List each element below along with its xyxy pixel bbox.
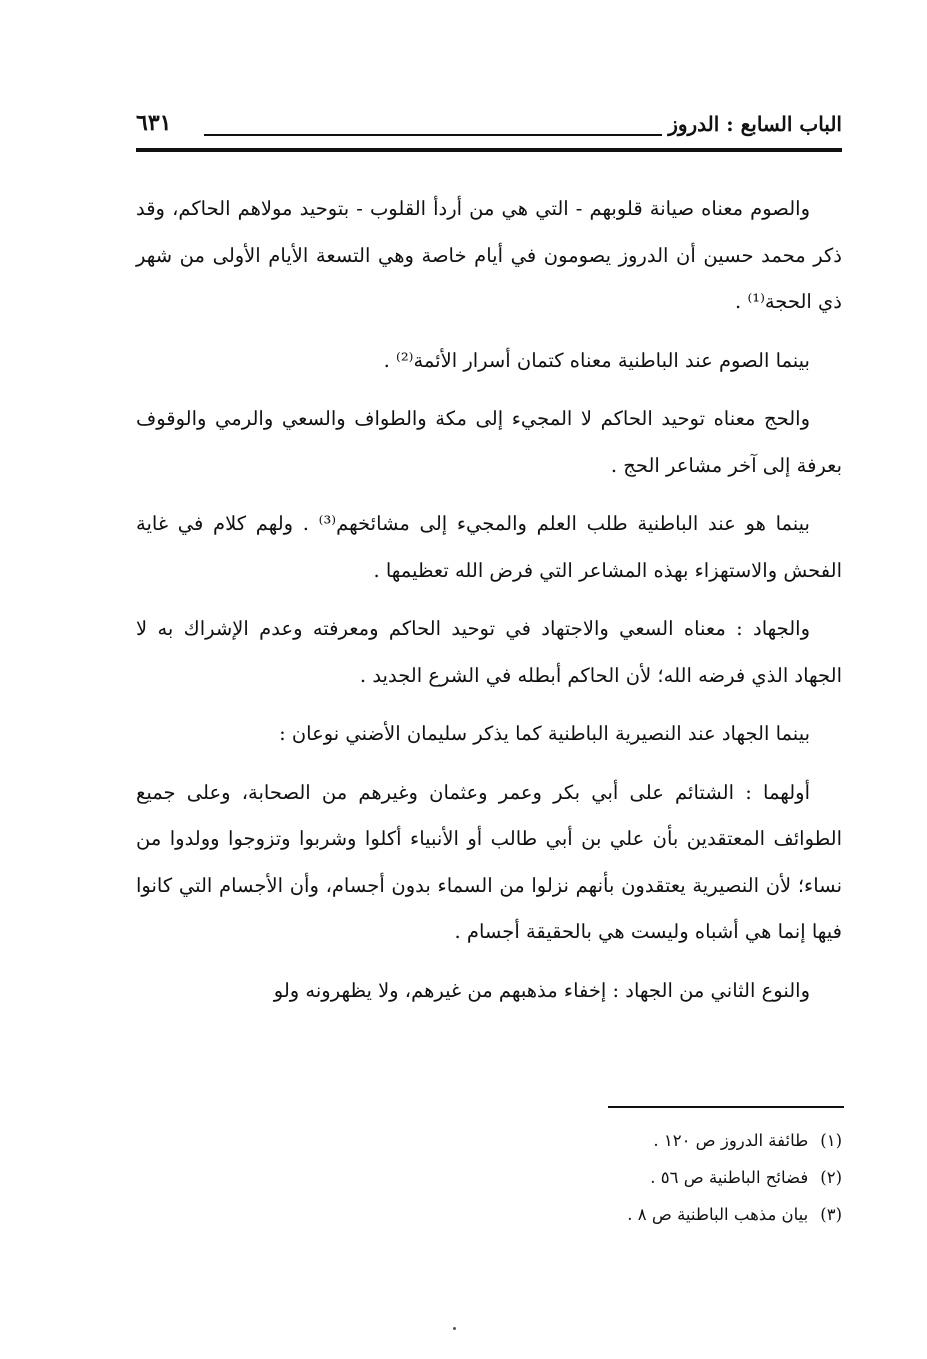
paragraph: والصوم معناه صيانة قلوبهم - التي هي من أردأ القلوب - بتوحيد مولاهم الحاكم، وقد ذكر محمد حسين أن الدروز يصومون في أيام خاصة وهي التسعة الأيام الأولى من شهر ذي الحجة⁽¹⁾ . (136, 197, 842, 313)
footnote-number: (١) (820, 1131, 842, 1150)
scan-speck (453, 1327, 456, 1330)
paragraph: والحج معناه توحيد الحاكم لا المجيء إلى مكة والطواف والسعي والرمي والوقوف بعرفة إلى آخر مشاعر الحج . (136, 407, 842, 477)
header-leader-line (204, 134, 662, 136)
paragraph: بينما هو عند الباطنية طلب العلم والمجيء إلى مشائخهم⁽³⁾ . ولهم كلام في غاية الفحش والاستهزاء بهذه المشاعر التي فرض الله تعظيمها . (136, 512, 842, 582)
footnote-text: بيان مذهب الباطنية ص ٨ . (627, 1205, 809, 1224)
page-number: ٦٣١ (136, 110, 172, 136)
footnote-number: (٣) (820, 1205, 842, 1224)
paragraph: والجهاد : معناه السعي والاجتهاد في توحيد الحاكم ومعرفته وعدم الإشراك به لا الجهاد الذي فرضه الله؛ لأن الحاكم أبطله في الشرع الجديد . (136, 617, 842, 687)
header-rule (136, 148, 842, 152)
footnote (136, 1196, 842, 1233)
paragraph: بينما الجهاد عند النصيرية الباطنية كما يذكر سليمان الأضني نوعان : (279, 722, 810, 745)
footnote-text: فضائح الباطنية ص ٥٦ . (650, 1168, 809, 1187)
footnotes (136, 1122, 842, 1233)
main-text (136, 186, 842, 1026)
footnote (136, 1122, 842, 1159)
footnote-number: (٢) (820, 1168, 842, 1187)
chapter-title: الباب السابع : الدروز (668, 112, 842, 136)
footnote-text: طائفة الدروز ص ١٢٠ . (653, 1131, 809, 1150)
footnote-separator (608, 1106, 844, 1108)
paragraph: أولهما : الشتائم على أبي بكر وعمر وعثمان وغيرهم من الصحابة، وعلى جميع الطوائف المعتقدين بأن علي بن أبي طالب أو الأنبياء أكلوا وشربوا وتزوجوا وولدوا من نساء؛ لأن النصيرية يعتقدون بأنهم نزلوا من السماء بدون أجسام، وأن الأجسام التي كانوا فيها إنما هي أشباه وليست هي بالحقيقة أجسام . (136, 780, 842, 943)
running-header (136, 112, 842, 148)
paragraph: بينما الصوم عند الباطنية معناه كتمان أسرار الأئمة⁽²⁾ . (383, 348, 810, 372)
footnote (136, 1159, 842, 1196)
paragraph: والنوع الثاني من الجهاد : إخفاء مذهبهم من غيرهم، ولا يظهرونه ولو (273, 978, 810, 1002)
